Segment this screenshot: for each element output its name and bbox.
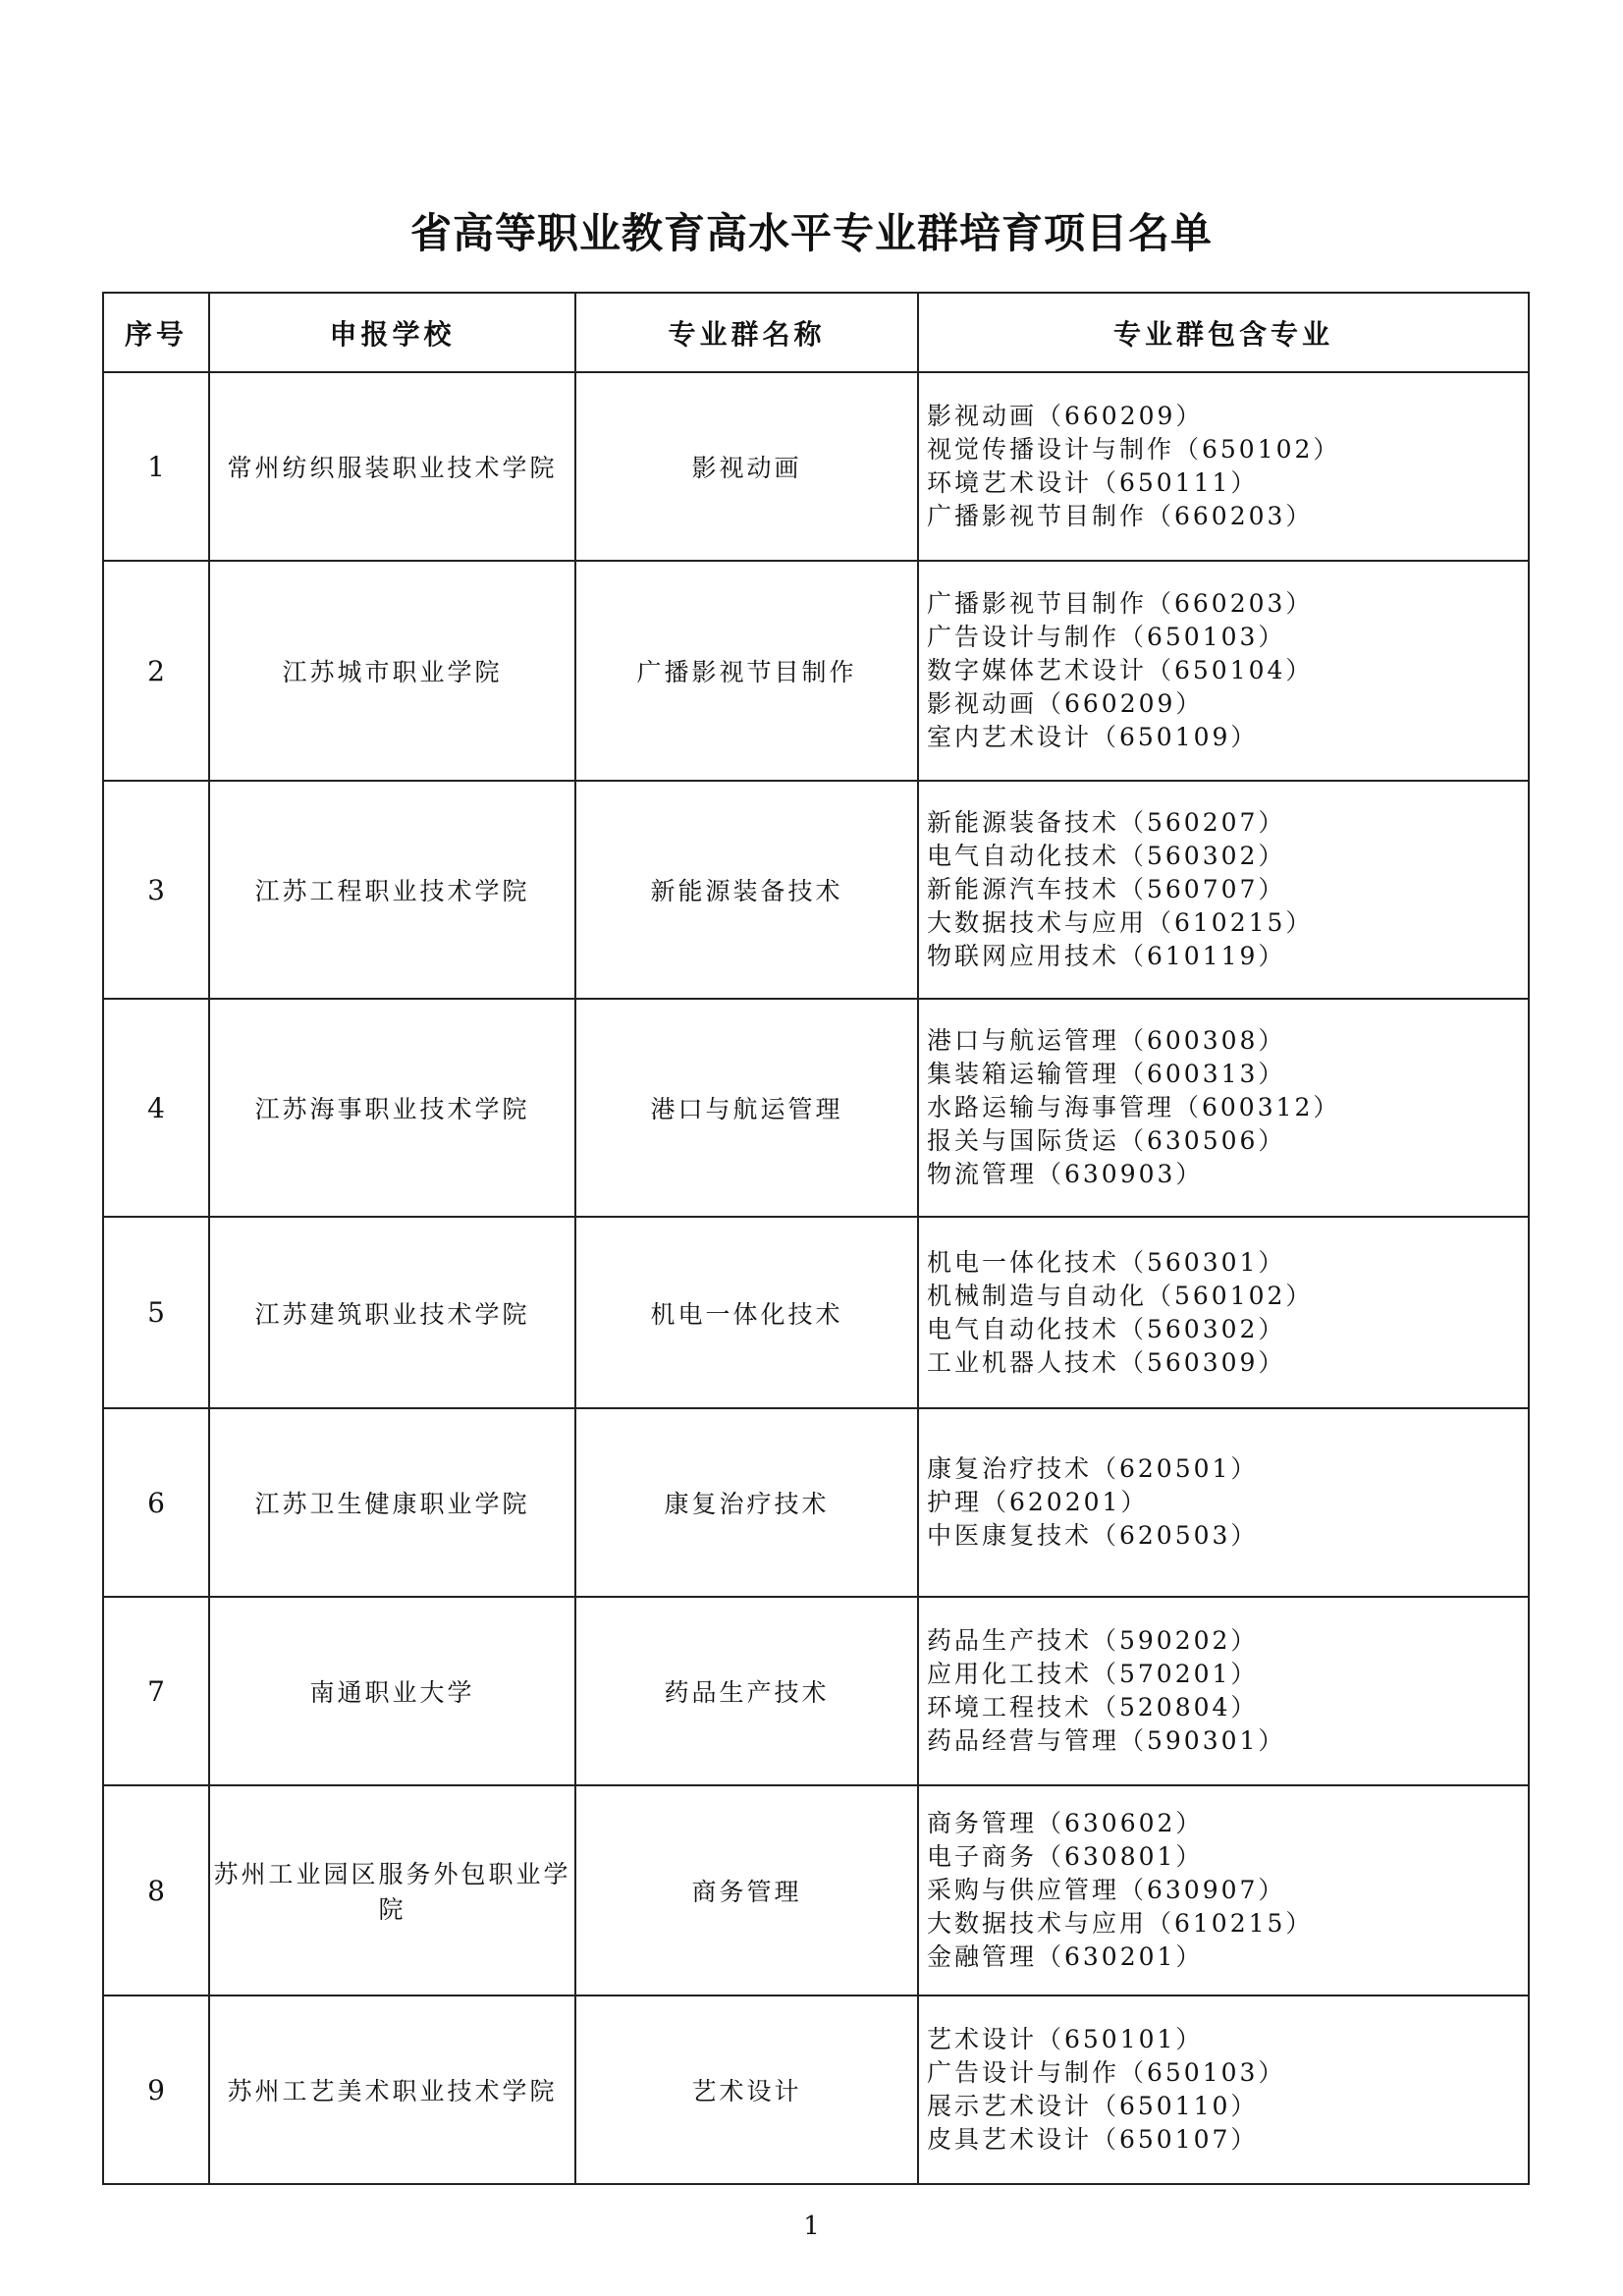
- major-item: 报关与国际货运（630506）: [927, 1126, 1286, 1155]
- major-item: 新能源装备技术（560207）: [927, 808, 1286, 837]
- row-serial-number: 8: [103, 1785, 209, 1995]
- major-item: 广告设计与制作（650103）: [927, 2058, 1286, 2087]
- major-item: 广播影视节目制作（660203）: [927, 589, 1314, 618]
- row-majors-list: [918, 372, 1529, 561]
- major-item: 工业机器人技术（560309）: [927, 1347, 1286, 1377]
- row-school: 苏州工业园区服务外包职业学院: [209, 1785, 575, 1995]
- major-item: 护理（620201）: [927, 1488, 1149, 1516]
- row-majors-list: [918, 781, 1529, 999]
- project-table: [102, 292, 1530, 2185]
- row-serial-number: 2: [103, 561, 209, 781]
- row-serial-number: 1: [103, 372, 209, 561]
- table-row: [103, 1785, 1529, 1995]
- major-item: 康复治疗技术（620501）: [927, 1454, 1259, 1483]
- row-majors-list: [918, 561, 1529, 781]
- row-school: 江苏城市职业学院: [209, 561, 575, 781]
- major-item: 视觉传播设计与制作（650102）: [927, 435, 1341, 464]
- major-item: 水路运输与海事管理（600312）: [927, 1093, 1341, 1121]
- table-row: [103, 1597, 1529, 1785]
- major-item: 影视动画（660209）: [927, 402, 1204, 430]
- major-item: 采购与供应管理（630907）: [927, 1876, 1286, 1904]
- major-item: 大数据技术与应用（610215）: [927, 908, 1314, 937]
- table-row: [103, 372, 1529, 561]
- major-item: 室内艺术设计（650109）: [927, 723, 1259, 751]
- row-serial-number: 7: [103, 1597, 209, 1785]
- row-group-name: 广播影视节目制作: [575, 561, 918, 781]
- table-header-row: [103, 293, 1529, 372]
- table-row: [103, 1217, 1529, 1408]
- row-group-name: 港口与航运管理: [575, 999, 918, 1217]
- major-item: 艺术设计（650101）: [927, 2025, 1204, 2053]
- major-item: 商务管理（630602）: [927, 1809, 1204, 1837]
- major-item: 机械制造与自动化（560102）: [927, 1281, 1314, 1310]
- row-serial-number: 3: [103, 781, 209, 999]
- major-item: 物流管理（630903）: [927, 1160, 1204, 1188]
- row-school: 苏州工艺美术职业技术学院: [209, 1995, 575, 2184]
- major-item: 电子商务（630801）: [927, 1842, 1204, 1871]
- row-group-name: 新能源装备技术: [575, 781, 918, 999]
- row-serial-number: 5: [103, 1217, 209, 1408]
- row-school: 南通职业大学: [209, 1597, 575, 1785]
- header-group-name: 专业群名称: [575, 293, 918, 372]
- table-row: [103, 781, 1529, 999]
- major-item: 环境工程技术（520804）: [927, 1693, 1259, 1722]
- major-item: 金融管理（630201）: [927, 1942, 1204, 1971]
- major-item: 电气自动化技术（560302）: [927, 842, 1286, 870]
- row-group-name: 商务管理: [575, 1785, 918, 1995]
- row-group-name: 康复治疗技术: [575, 1408, 918, 1597]
- row-group-name: 艺术设计: [575, 1995, 918, 2184]
- header-serial-number: 序号: [103, 293, 209, 372]
- row-school: 江苏卫生健康职业学院: [209, 1408, 575, 1597]
- header-included-majors: 专业群包含专业: [918, 293, 1529, 372]
- table-row: [103, 1995, 1529, 2184]
- row-serial-number: 4: [103, 999, 209, 1217]
- row-school: 江苏工程职业技术学院: [209, 781, 575, 999]
- row-school: 常州纺织服装职业技术学院: [209, 372, 575, 561]
- major-item: 应用化工技术（570201）: [927, 1660, 1259, 1688]
- row-group-name: 影视动画: [575, 372, 918, 561]
- row-majors-list: [918, 1408, 1529, 1597]
- major-item: 影视动画（660209）: [927, 689, 1204, 718]
- major-item: 港口与航运管理（600308）: [927, 1026, 1286, 1055]
- major-item: 药品经营与管理（590301）: [927, 1726, 1286, 1755]
- row-majors-list: [918, 1217, 1529, 1408]
- major-item: 广播影视节目制作（660203）: [927, 502, 1314, 530]
- page-number: 1: [803, 2212, 820, 2241]
- major-item: 皮具艺术设计（650107）: [927, 2125, 1259, 2154]
- table-row: [103, 1408, 1529, 1597]
- row-group-name: 药品生产技术: [575, 1597, 918, 1785]
- row-group-name: 机电一体化技术: [575, 1217, 918, 1408]
- major-item: 中医康复技术（620503）: [927, 1521, 1259, 1550]
- row-serial-number: 6: [103, 1408, 209, 1597]
- table-row: [103, 561, 1529, 781]
- major-item: 展示艺术设计（650110）: [927, 2092, 1259, 2120]
- major-item: 机电一体化技术（560301）: [927, 1247, 1286, 1277]
- row-serial-number: 9: [103, 1995, 209, 2184]
- major-item: 电气自动化技术（560302）: [927, 1314, 1286, 1343]
- table-row: [103, 999, 1529, 1217]
- row-majors-list: [918, 999, 1529, 1217]
- major-item: 广告设计与制作（650103）: [927, 623, 1286, 651]
- major-item: 新能源汽车技术（560707）: [927, 875, 1286, 903]
- major-item: 集装箱运输管理（600313）: [927, 1060, 1286, 1088]
- major-item: 大数据技术与应用（610215）: [927, 1909, 1314, 1938]
- row-majors-list: [918, 1995, 1529, 2184]
- row-majors-list: [918, 1597, 1529, 1785]
- major-item: 环境艺术设计（650111）: [927, 468, 1259, 497]
- major-item: 物联网应用技术（610119）: [927, 942, 1286, 970]
- row-school: 江苏海事职业技术学院: [209, 999, 575, 1217]
- row-majors-list: [918, 1785, 1529, 1995]
- major-item: 药品生产技术（590202）: [927, 1626, 1259, 1655]
- major-item: 数字媒体艺术设计（650104）: [927, 656, 1314, 684]
- row-school: 江苏建筑职业技术学院: [209, 1217, 575, 1408]
- header-school: 申报学校: [209, 293, 575, 372]
- page-title: 省高等职业教育高水平专业群培育项目名单: [409, 209, 1213, 257]
